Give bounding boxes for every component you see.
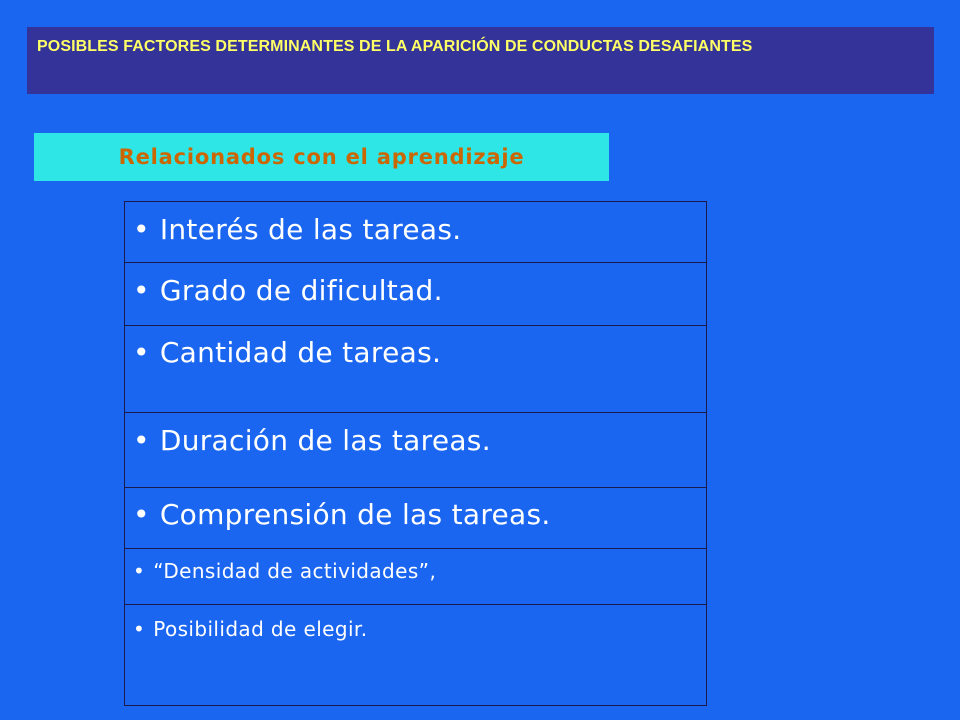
bullet-icon: •	[133, 617, 146, 641]
factor-row	[125, 263, 706, 326]
factor-row	[125, 549, 706, 605]
section-subtitle: Relacionados con el aprendizaje	[118, 145, 525, 169]
factor-text: Duración de las tareas.	[159, 424, 491, 457]
factor-text: Posibilidad de elegir.	[153, 617, 368, 641]
bullet-icon: •	[133, 498, 150, 531]
title-bar	[27, 27, 934, 94]
bullet-icon: •	[133, 213, 150, 246]
factor-row	[125, 605, 706, 705]
factors-table	[124, 201, 707, 706]
factor-text: “Densidad de actividades”,	[153, 559, 437, 583]
bullet-icon: •	[133, 424, 150, 457]
factor-row	[125, 326, 706, 413]
bullet-icon: •	[133, 336, 150, 369]
slide-title: POSIBLES FACTORES DETERMINANTES DE LA APARICIÓN DE CONDUCTAS DESAFIANTES	[37, 38, 753, 55]
bullet-icon: •	[133, 559, 146, 583]
factor-row	[125, 488, 706, 549]
factor-row	[125, 202, 706, 263]
factor-text: Cantidad de tareas.	[159, 336, 442, 369]
subtitle-box	[34, 133, 609, 181]
factor-text: Comprensión de las tareas.	[159, 498, 551, 531]
bullet-icon: •	[133, 274, 150, 307]
factor-text: Grado de dificultad.	[159, 274, 443, 307]
factor-row	[125, 413, 706, 488]
factor-text: Interés de las tareas.	[159, 213, 462, 246]
